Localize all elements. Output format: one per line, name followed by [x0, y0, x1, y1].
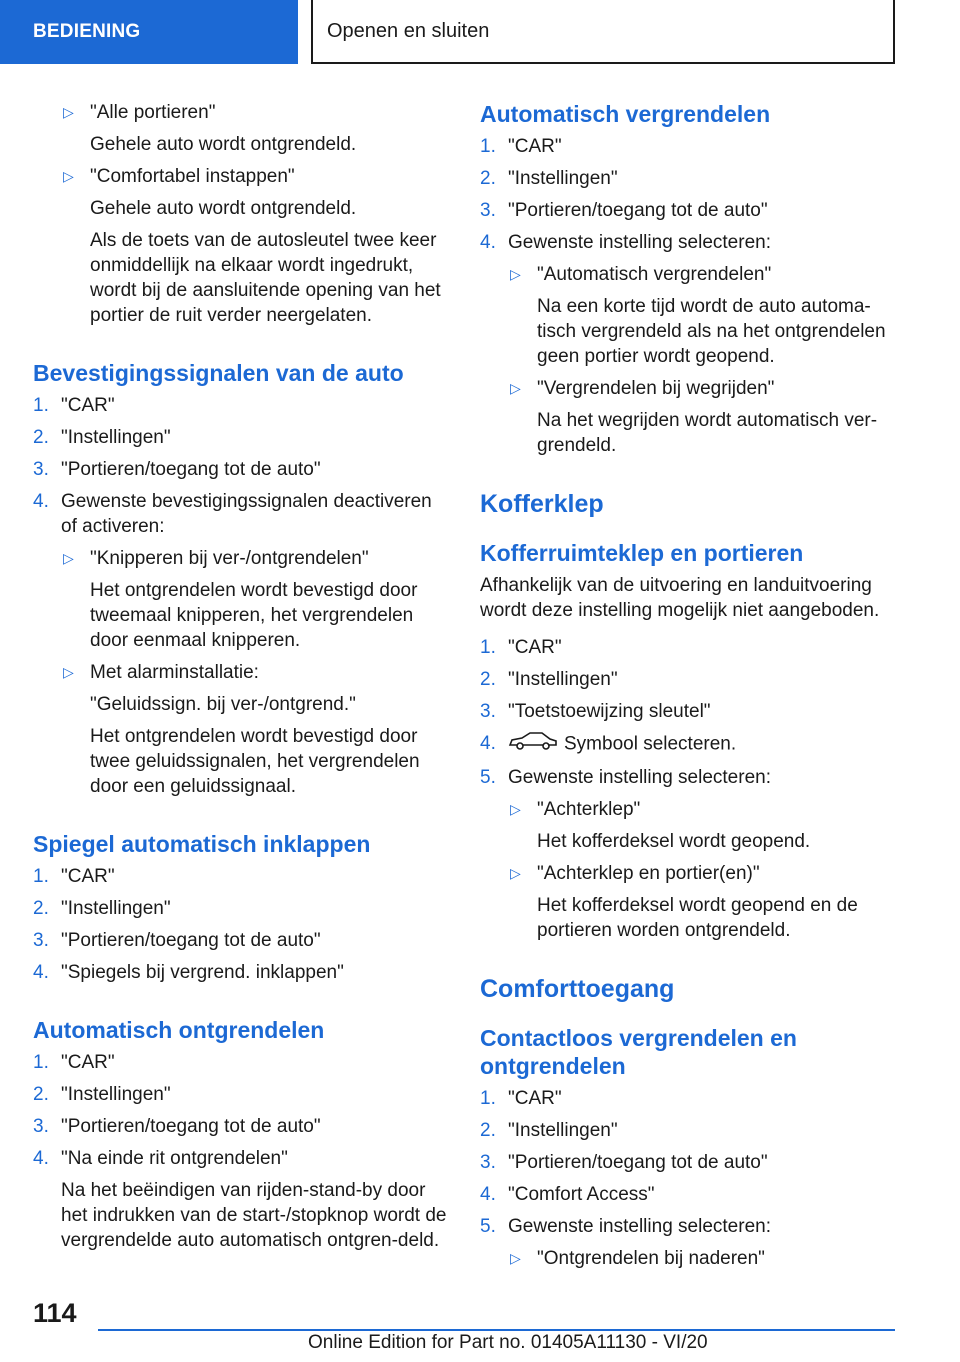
section-heading: Automatisch ontgrendelen	[33, 1017, 325, 1043]
option-description: Gehele auto wordt ontgrendeld.	[90, 134, 357, 155]
step-item: 2. "Instellingen"	[480, 1120, 618, 1141]
option-description: Het ontgrendelen wordt bevestigd door tweemaal knipperen, het vergrendelen door eenmaal knipperen.	[90, 580, 418, 651]
triangle-right-icon: ▷	[510, 801, 521, 817]
footer-divider	[98, 1329, 895, 1331]
option-item: ▷ "Knipperen bij ver-/ontgrendelen"	[63, 548, 369, 569]
option-item: ▷ "Achterklep en portier(en)"	[510, 863, 760, 884]
step-item: 2. "Instellingen"	[480, 669, 618, 690]
step-item: 3. "Portieren/toegang tot de auto"	[33, 1116, 321, 1137]
option-item: ▷ Met alarminstallatie:	[63, 662, 259, 683]
triangle-right-icon: ▷	[510, 266, 521, 282]
chapter-heading: Comforttoegang	[480, 975, 675, 1003]
step-item: 3. "Portieren/toegang tot de auto"	[33, 459, 321, 480]
step-item: 3. "Toetstoewijzing sleutel"	[480, 701, 711, 722]
chapter-title: Openen en sluiten	[311, 0, 895, 64]
option-item: ▷ "Alle portieren"	[63, 102, 216, 123]
step-item: 2. "Instellingen"	[33, 898, 171, 919]
step-item: 4. Symbool selecteren.	[480, 731, 895, 758]
step-item: 2. "Instellingen"	[33, 427, 171, 448]
step-item: 4. "Comfort Access"	[480, 1184, 655, 1205]
step-item: 5. Gewenste instelling selecteren:	[480, 1216, 771, 1237]
step-item: 4. "Spiegels bij vergrend. inklappen"	[33, 962, 344, 983]
option-description: Na een korte tijd wordt de auto automa-tisch vergrendeld als na het ontgrendelen geen portier wordt geopend.	[537, 296, 886, 367]
triangle-right-icon: ▷	[510, 865, 521, 881]
step-item: 5. Gewenste instelling selecteren:	[480, 767, 771, 788]
option-item: ▷ "Comfortabel instappen"	[63, 166, 295, 187]
triangle-right-icon: ▷	[63, 168, 74, 184]
option-description: Het ontgrendelen wordt bevestigd door twee geluidssignalen, het vergrendelen door een geluidssignaal.	[90, 726, 420, 797]
option-description: Gehele auto wordt ontgrendeld.	[90, 198, 357, 219]
step-item: 2. "Instellingen"	[480, 168, 618, 189]
option-item: ▷ "Vergrendelen bij wegrijden"	[510, 378, 775, 399]
step-item: 1. "CAR"	[480, 1088, 562, 1109]
step-item: 3. "Portieren/toegang tot de auto"	[33, 930, 321, 951]
triangle-right-icon: ▷	[510, 380, 521, 396]
triangle-right-icon: ▷	[63, 104, 74, 120]
step-item: 4. Gewenste instelling selecteren:	[480, 232, 771, 253]
step-item: 4. "Na einde rit ontgrendelen"	[33, 1148, 288, 1169]
option-item: ▷ "Achterklep"	[510, 799, 641, 820]
intro-text: Afhankelijk van de uitvoering en landuitvoering wordt deze instelling mogelijk niet aangeboden.	[480, 575, 880, 621]
section-heading: Kofferruimteklep en portieren	[480, 540, 804, 566]
section-tab: BEDIENING	[0, 0, 298, 64]
step-item: 1. "CAR"	[480, 136, 562, 157]
triangle-right-icon: ▷	[63, 550, 74, 566]
step-item: 4. Gewenste bevestigingssignalen deactiveren of activeren:	[33, 491, 432, 537]
step-item: 2. "Instellingen"	[33, 1084, 171, 1105]
car-icon	[508, 731, 558, 758]
option-description: Het kofferdeksel wordt geopend en de portieren worden ontgrendeld.	[537, 895, 858, 941]
option-item: ▷ "Ontgrendelen bij naderen"	[510, 1248, 765, 1269]
chapter-heading: Kofferklep	[480, 490, 604, 518]
section-heading: Automatisch vergrendelen	[480, 101, 771, 127]
step-item: 1. "CAR"	[480, 637, 562, 658]
section-heading: Bevestigingssignalen van de auto	[33, 360, 404, 386]
triangle-right-icon: ▷	[510, 1250, 521, 1266]
option-item: ▷ "Automatisch vergrendelen"	[510, 264, 772, 285]
option-description: Na het wegrijden wordt automatisch ver-grendeld.	[537, 410, 878, 456]
right-column	[480, 100, 895, 1278]
section-heading: Contactloos vergrendelen en ontgrendelen	[480, 1025, 797, 1079]
step-description: Na het beëindigen van rijden-stand-by door het indrukken van de start-/stopknop wordt de vergrendelde auto automatisch ontgren-deld.	[61, 1180, 447, 1251]
option-description: Als de toets van de autosleutel twee keer onmiddellijk na elkaar wordt ingedrukt, wordt bij de aansluitende opening van het portier de ruit verder neergelaten.	[90, 230, 441, 326]
step-item: 1. "CAR"	[33, 866, 115, 887]
page-header	[0, 0, 960, 66]
option-description: "Geluidssign. bij ver-/ontgrend."	[90, 694, 356, 715]
edition-note: Online Edition for Part no. 01405A11130 - VI/20	[308, 1332, 708, 1353]
step-item: 3. "Portieren/toegang tot de auto"	[480, 1152, 768, 1173]
left-column	[33, 100, 448, 1260]
step-item: 3. "Portieren/toegang tot de auto"	[480, 200, 768, 221]
page-number: 114	[33, 1298, 77, 1328]
step-item: 1. "CAR"	[33, 1052, 115, 1073]
option-description: Het kofferdeksel wordt geopend.	[537, 831, 811, 852]
section-heading: Spiegel automatisch inklappen	[33, 831, 371, 857]
triangle-right-icon: ▷	[63, 664, 74, 680]
step-item: 1. "CAR"	[33, 395, 115, 416]
